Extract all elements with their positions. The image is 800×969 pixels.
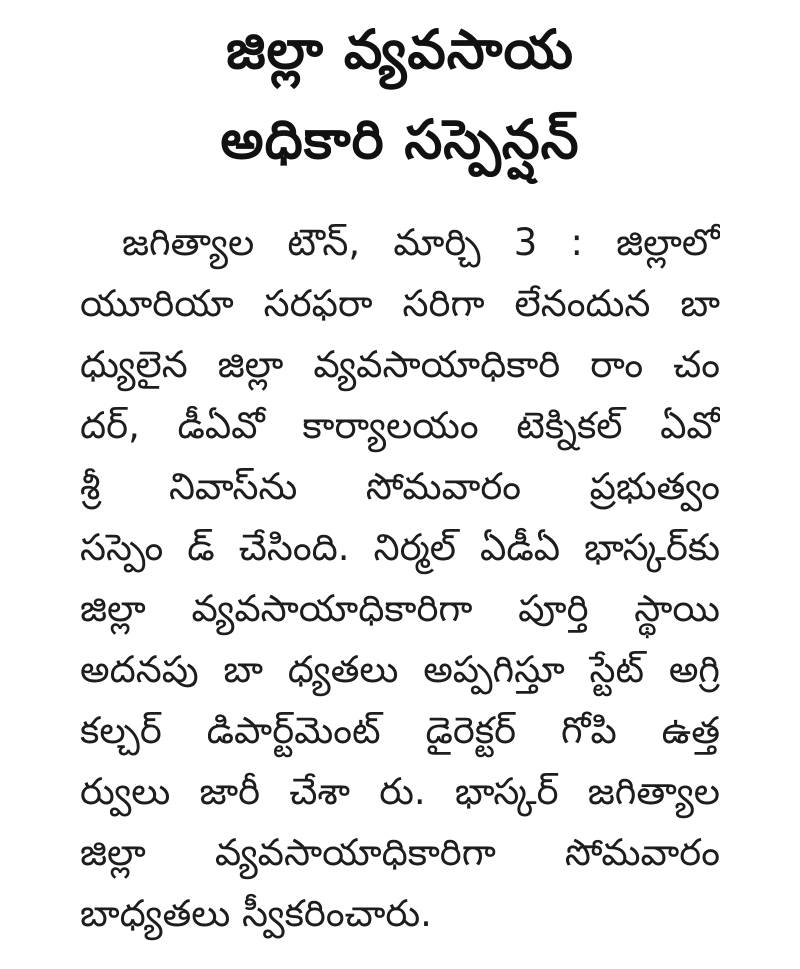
body-line-3: ధ్యులైన జిల్లా వ్యవసాయాధికారి రాం చం: [80, 343, 720, 386]
body-line-7: జిల్లా వ్యవసాయాధికారిగా పూర్తి స్థాయి: [80, 587, 720, 630]
body-line-5: శ్రీ నివాస్‌ను సోమవారం ప్రభుత్వం: [80, 465, 720, 508]
body-line-11: జిల్లా వ్యవసాయాధికారిగా సోమవారం: [80, 831, 720, 874]
body-line-1: జగిత్యాల టౌన్, మార్చి 3 : జిల్లాలో: [122, 221, 720, 264]
body-line-10: ర్వులు జారీ చేశా రు. భాస్కర్ జగిత్యాల: [80, 770, 720, 813]
headline-line-1: జిల్లా వ్యవసాయ: [226, 18, 574, 81]
body-line-12: బాధ్యతలు స్వీకరించారు.: [80, 892, 432, 935]
article-body: [80, 212, 720, 944]
body-line-2: యూరియా సరఫరా సరిగా లేనందున బా: [80, 282, 720, 325]
body-line-4: దర్, డీఏవో కార్యాలయం టెక్నికల్ ఏవో: [80, 404, 720, 447]
body-line-8: అదనపు బా ధ్యతలు అప్పగిస్తూ స్టేట్ అగ్రి: [80, 648, 720, 691]
body-line-9: కల్చర్ డిపార్ట్‌మెంట్ డైరెక్టర్ గోపి ఉత్త: [80, 709, 720, 752]
headline-line-2: అధికారి సస్పెన్షన్: [220, 108, 580, 171]
body-line-6: సస్పెం డ్ చేసింది. నిర్మల్ ఏడీఏ భాస్కర్‌కు: [80, 526, 720, 569]
